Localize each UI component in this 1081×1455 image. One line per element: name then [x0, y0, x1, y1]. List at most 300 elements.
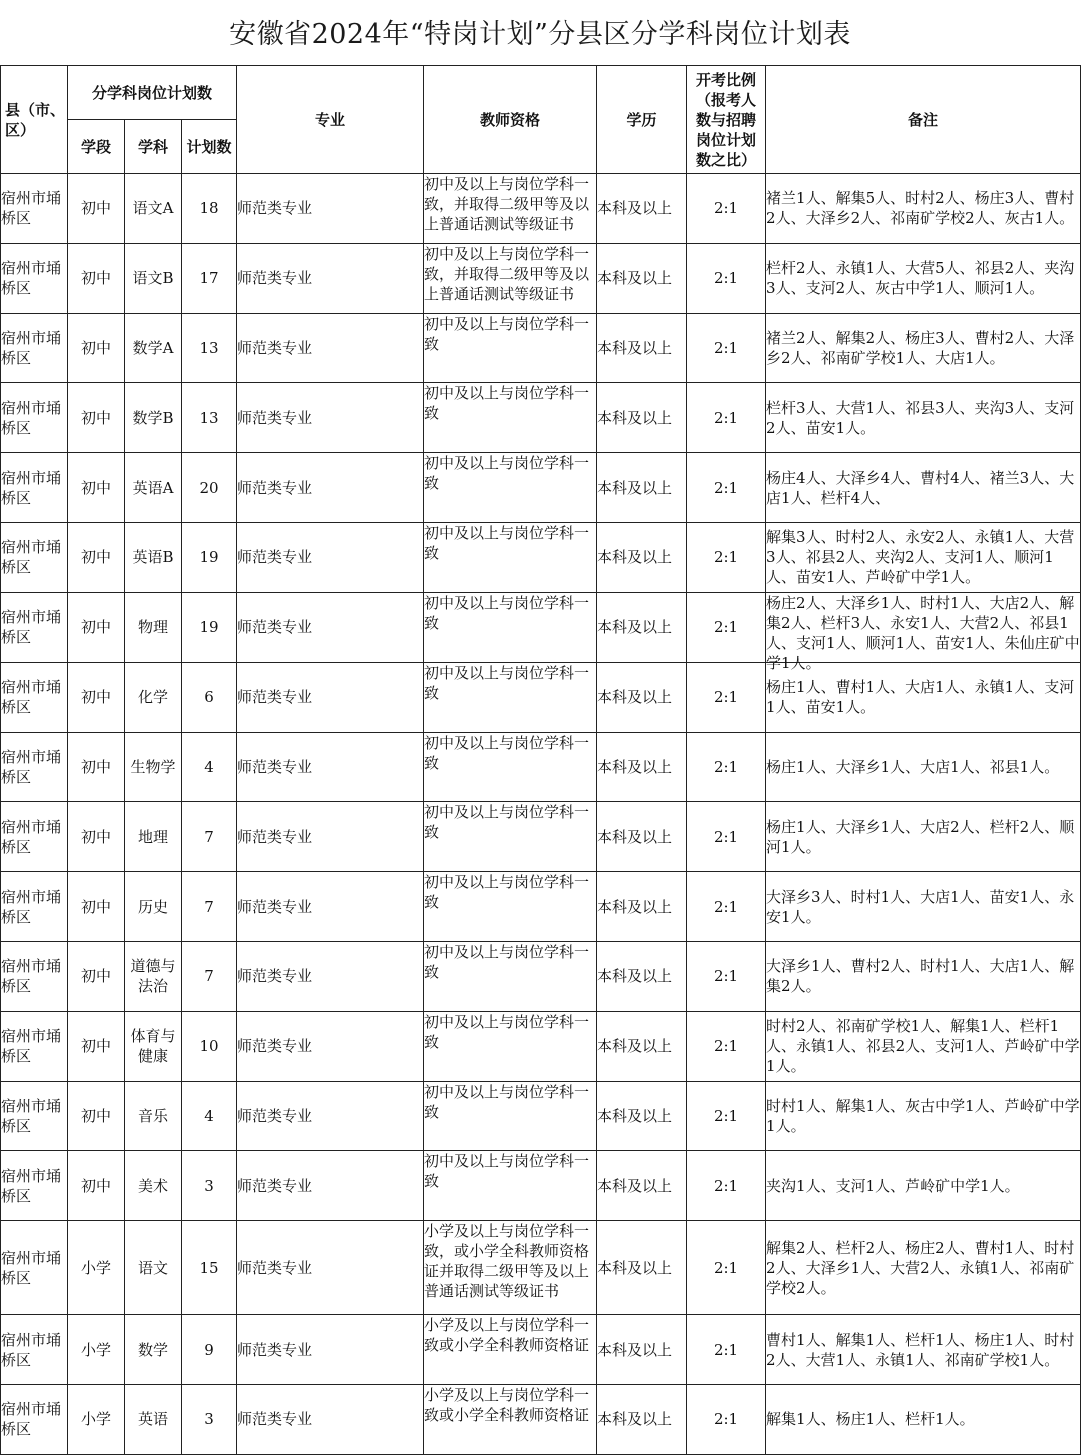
- cell-major-text: 师范类专业: [237, 548, 313, 567]
- table-body: [1, 174, 1081, 1455]
- cell-qualification-text: 初中及以上与岗位学科一致: [424, 454, 590, 493]
- table-row: [1, 592, 1081, 662]
- cell-ratio: [687, 941, 766, 1011]
- cell-subject-text: 语文B: [132, 269, 174, 288]
- cell-qualification: [424, 1151, 597, 1221]
- cell-count: [182, 1384, 237, 1454]
- cell-qualification-text: 初中及以上与岗位学科一致: [424, 1082, 590, 1121]
- cell-education: [597, 941, 687, 1011]
- cell-ratio: [687, 872, 766, 942]
- cell-qualification-text: 初中及以上与岗位学科一致: [424, 663, 590, 702]
- header-subject: 学科: [125, 120, 182, 174]
- cell-education: [597, 732, 687, 802]
- table-row: [1, 1151, 1081, 1221]
- cell-subject-text: 道德与法治: [130, 957, 176, 996]
- cell-stage-text: 初中: [80, 827, 111, 846]
- cell-stage-text: 初中: [80, 1176, 111, 1195]
- table-row: [1, 522, 1081, 592]
- cell-subject-text: 数学A: [132, 338, 174, 357]
- cell-county: [1, 383, 68, 453]
- cell-ratio: [687, 243, 766, 313]
- cell-count-text: 20: [199, 478, 219, 497]
- cell-education: [597, 802, 687, 872]
- cell-stage-text: 初中: [80, 1106, 111, 1125]
- cell-qualification: [424, 1384, 597, 1454]
- cell-major-text: 师范类专业: [237, 199, 313, 218]
- cell-county: [1, 1315, 68, 1385]
- cell-qualification: [424, 383, 597, 453]
- header-remark: 备注: [766, 66, 1081, 174]
- cell-count-text: 4: [204, 757, 214, 776]
- cell-qualification: [424, 313, 597, 383]
- cell-count: [182, 313, 237, 383]
- cell-ratio-text: 2:1: [713, 618, 739, 637]
- cell-major: [237, 383, 424, 453]
- cell-stage: [68, 872, 125, 942]
- cell-ratio: [687, 174, 766, 244]
- cell-remark: [766, 243, 1081, 313]
- header-qualification: 教师资格: [424, 66, 597, 174]
- cell-major-text: 师范类专业: [237, 618, 313, 637]
- cell-count-text: 7: [204, 827, 214, 846]
- cell-stage: [68, 732, 125, 802]
- cell-subject-text: 英语: [137, 1410, 168, 1429]
- cell-ratio: [687, 522, 766, 592]
- cell-education: [597, 1011, 687, 1081]
- cell-remark: [766, 1011, 1081, 1081]
- cell-education: [597, 1384, 687, 1454]
- cell-major: [237, 522, 424, 592]
- cell-education-text: 本科及以上: [597, 757, 673, 776]
- cell-stage: [68, 1315, 125, 1385]
- cell-county: [1, 1384, 68, 1454]
- cell-remark: [766, 1081, 1081, 1151]
- table-row: [1, 872, 1081, 942]
- cell-county-text: 宿州市埇桥区: [1, 1096, 62, 1135]
- cell-qualification: [424, 592, 597, 662]
- cell-county: [1, 1081, 68, 1151]
- cell-remark: [766, 453, 1081, 523]
- cell-count-text: 15: [199, 1258, 219, 1277]
- cell-qualification: [424, 662, 597, 732]
- cell-qualification-text: 初中及以上与岗位学科一致: [424, 803, 590, 842]
- cell-ratio: [687, 453, 766, 523]
- cell-remark-text: 解集1人、杨庄1人、栏杆1人。: [766, 1410, 975, 1429]
- cell-county: [1, 662, 68, 732]
- cell-subject: [125, 313, 182, 383]
- cell-county-text: 宿州市埇桥区: [1, 678, 62, 717]
- cell-county-text: 宿州市埇桥区: [1, 1166, 62, 1205]
- header-plan-group: 分学科岗位计划数: [68, 66, 237, 120]
- cell-remark-text: 栏杆2人、永镇1人、大营5人、祁县2人、夹沟3人、支河2人、灰古中学1人、顺河1人。: [766, 259, 1075, 298]
- cell-ratio: [687, 802, 766, 872]
- cell-major-text: 师范类专业: [237, 1037, 313, 1056]
- cell-major-text: 师范类专业: [237, 478, 313, 497]
- cell-qualification: [424, 453, 597, 523]
- table-row: [1, 662, 1081, 732]
- cell-qualification-text: 初中及以上与岗位学科一致，并取得二级甲等及以上普通话测试等级证书: [424, 175, 590, 233]
- cell-ratio-text: 2:1: [713, 338, 739, 357]
- cell-remark-text: 杨庄1人、大泽乡1人、大店1人、祁县1人。: [766, 757, 1060, 776]
- cell-qualification: [424, 174, 597, 244]
- cell-stage-text: 初中: [80, 478, 111, 497]
- cell-major: [237, 243, 424, 313]
- header-education: 学历: [597, 66, 687, 174]
- cell-ratio: [687, 592, 766, 662]
- cell-ratio-text: 2:1: [713, 967, 739, 986]
- cell-stage-text: 小学: [80, 1340, 111, 1359]
- cell-major: [237, 1081, 424, 1151]
- table-row: [1, 1315, 1081, 1385]
- cell-remark-text: 大泽乡3人、时村1人、大店1人、苗安1人、永安1人。: [766, 887, 1075, 926]
- cell-ratio: [687, 662, 766, 732]
- cell-qualification-text: 初中及以上与岗位学科一致: [424, 593, 590, 632]
- cell-ratio: [687, 313, 766, 383]
- cell-major: [237, 1221, 424, 1315]
- cell-subject: [125, 1081, 182, 1151]
- cell-qualification-text: 初中及以上与岗位学科一致: [424, 314, 590, 353]
- cell-qualification-text: 初中及以上与岗位学科一致: [424, 733, 590, 772]
- cell-county-text: 宿州市埇桥区: [1, 259, 62, 298]
- cell-subject: [125, 732, 182, 802]
- cell-ratio-text: 2:1: [713, 269, 739, 288]
- table-row: [1, 174, 1081, 244]
- cell-education-text: 本科及以上: [597, 1258, 673, 1277]
- cell-subject: [125, 1315, 182, 1385]
- cell-education: [597, 453, 687, 523]
- cell-education-text: 本科及以上: [597, 338, 673, 357]
- cell-ratio-text: 2:1: [713, 1410, 739, 1429]
- cell-education-text: 本科及以上: [597, 478, 673, 497]
- cell-ratio: [687, 1151, 766, 1221]
- cell-county: [1, 453, 68, 523]
- cell-ratio-text: 2:1: [713, 757, 739, 776]
- cell-major: [237, 1011, 424, 1081]
- plan-table: [0, 65, 1081, 1455]
- cell-remark-text: 时村2人、祁南矿学校1人、解集1人、栏杆1人、永镇1人、祁县2人、支河1人、芦岭矿中学1人。: [766, 1017, 1080, 1076]
- cell-major-text: 师范类专业: [237, 269, 313, 288]
- cell-major-text: 师范类专业: [237, 1258, 313, 1277]
- cell-count-text: 17: [199, 269, 219, 288]
- cell-education: [597, 243, 687, 313]
- cell-ratio-text: 2:1: [713, 548, 739, 567]
- cell-education: [597, 872, 687, 942]
- cell-county-text: 宿州市埇桥区: [1, 887, 62, 926]
- cell-qualification-text: 小学及以上与岗位学科一致或小学全科教师资格证: [424, 1316, 590, 1355]
- cell-count: [182, 1315, 237, 1385]
- cell-ratio: [687, 732, 766, 802]
- cell-remark-text: 杨庄1人、大泽乡1人、大店2人、栏杆2人、顺河1人。: [766, 817, 1075, 856]
- cell-stage-text: 初中: [80, 897, 111, 916]
- cell-stage-text: 初中: [80, 967, 111, 986]
- cell-county-text: 宿州市埇桥区: [1, 957, 62, 996]
- cell-subject: [125, 453, 182, 523]
- cell-major: [237, 453, 424, 523]
- cell-ratio: [687, 1221, 766, 1315]
- cell-count: [182, 941, 237, 1011]
- cell-subject: [125, 1384, 182, 1454]
- cell-count: [182, 1151, 237, 1221]
- cell-education: [597, 1221, 687, 1315]
- cell-subject: [125, 872, 182, 942]
- cell-stage: [68, 1081, 125, 1151]
- cell-count-text: 9: [204, 1340, 214, 1359]
- cell-count-text: 19: [199, 548, 219, 567]
- cell-county-text: 宿州市埇桥区: [1, 747, 62, 786]
- cell-county-text: 宿州市埇桥区: [1, 398, 62, 437]
- cell-qualification-text: 初中及以上与岗位学科一致，并取得二级甲等及以上普通话测试等级证书: [424, 244, 590, 303]
- cell-remark: [766, 1315, 1081, 1385]
- cell-stage-text: 初中: [80, 757, 111, 776]
- cell-ratio: [687, 1315, 766, 1385]
- cell-subject-text: 化学: [137, 688, 168, 707]
- cell-major-text: 师范类专业: [237, 827, 313, 846]
- cell-remark: [766, 592, 1081, 672]
- cell-count: [182, 802, 237, 872]
- cell-count-text: 10: [199, 1037, 219, 1056]
- header-stage: 学段: [68, 120, 125, 174]
- table-row: [1, 1221, 1081, 1315]
- cell-remark-text: 夹沟1人、支河1人、芦岭矿中学1人。: [766, 1176, 1020, 1195]
- cell-remark: [766, 1151, 1081, 1221]
- cell-county: [1, 522, 68, 592]
- cell-remark: [766, 522, 1081, 592]
- cell-major-text: 师范类专业: [237, 1176, 313, 1195]
- header-major: 专业: [237, 66, 424, 174]
- cell-education-text: 本科及以上: [597, 827, 673, 846]
- cell-education-text: 本科及以上: [597, 199, 673, 218]
- cell-education: [597, 522, 687, 592]
- cell-county-text: 宿州市埇桥区: [1, 328, 62, 367]
- cell-count-text: 7: [204, 967, 214, 986]
- cell-stage-text: 初中: [80, 269, 111, 288]
- cell-major-text: 师范类专业: [237, 338, 313, 357]
- cell-education-text: 本科及以上: [597, 269, 673, 288]
- cell-major: [237, 872, 424, 942]
- cell-qualification-text: 初中及以上与岗位学科一致: [424, 942, 590, 981]
- cell-county: [1, 1151, 68, 1221]
- cell-major-text: 师范类专业: [237, 897, 313, 916]
- cell-qualification-text: 初中及以上与岗位学科一致: [424, 384, 590, 423]
- cell-major-text: 师范类专业: [237, 1106, 313, 1125]
- cell-subject-text: 英语B: [132, 548, 174, 567]
- cell-subject-text: 数学B: [132, 408, 174, 427]
- cell-subject: [125, 592, 182, 662]
- cell-county-text: 宿州市埇桥区: [1, 817, 62, 856]
- cell-major: [237, 1151, 424, 1221]
- cell-education: [597, 662, 687, 732]
- cell-qualification: [424, 522, 597, 592]
- cell-subject: [125, 383, 182, 453]
- cell-subject-text: 数学: [137, 1340, 168, 1359]
- cell-qualification: [424, 872, 597, 942]
- cell-ratio: [687, 1011, 766, 1081]
- cell-qualification: [424, 1315, 597, 1385]
- cell-ratio-text: 2:1: [713, 897, 739, 916]
- cell-stage: [68, 1011, 125, 1081]
- cell-subject: [125, 662, 182, 732]
- cell-county: [1, 802, 68, 872]
- cell-county-text: 宿州市埇桥区: [1, 608, 62, 647]
- cell-remark: [766, 732, 1081, 802]
- cell-education: [597, 313, 687, 383]
- cell-stage: [68, 592, 125, 662]
- cell-qualification: [424, 1221, 597, 1315]
- cell-remark-text: 解集2人、栏杆2人、杨庄2人、曹村1人、时村2人、大泽乡1人、大营2人、永镇1人、祁南矿学校2人。: [766, 1238, 1075, 1297]
- cell-stage: [68, 174, 125, 244]
- cell-stage: [68, 383, 125, 453]
- cell-subject: [125, 802, 182, 872]
- cell-ratio-text: 2:1: [713, 827, 739, 846]
- cell-major-text: 师范类专业: [237, 408, 313, 427]
- cell-county-text: 宿州市埇桥区: [1, 1330, 62, 1369]
- cell-count: [182, 662, 237, 732]
- cell-count: [182, 522, 237, 592]
- cell-count-text: 13: [199, 338, 219, 357]
- table-row: [1, 732, 1081, 802]
- cell-ratio-text: 2:1: [713, 1340, 739, 1359]
- cell-subject: [125, 243, 182, 313]
- cell-ratio-text: 2:1: [713, 1106, 739, 1125]
- cell-ratio: [687, 1384, 766, 1454]
- cell-subject: [125, 1221, 182, 1315]
- cell-education: [597, 592, 687, 662]
- cell-count-text: 3: [204, 1176, 214, 1195]
- cell-stage: [68, 1151, 125, 1221]
- cell-ratio-text: 2:1: [713, 408, 739, 427]
- cell-count: [182, 174, 237, 244]
- cell-county: [1, 243, 68, 313]
- cell-major: [237, 174, 424, 244]
- cell-major: [237, 1315, 424, 1385]
- cell-count: [182, 592, 237, 662]
- cell-major: [237, 313, 424, 383]
- cell-subject-text: 体育与健康: [130, 1027, 176, 1066]
- cell-count: [182, 1081, 237, 1151]
- cell-qualification: [424, 941, 597, 1011]
- cell-subject-text: 语文A: [132, 199, 174, 218]
- cell-stage-text: 初中: [80, 1037, 111, 1056]
- cell-education-text: 本科及以上: [597, 548, 673, 567]
- cell-stage: [68, 522, 125, 592]
- cell-remark-text: 褚兰1人、解集5人、时村2人、杨庄3人、曹村2人、大泽乡2人、祁南矿学校2人、灰古1人。: [766, 189, 1075, 228]
- cell-qualification-text: 初中及以上与岗位学科一致: [424, 873, 590, 912]
- cell-major: [237, 802, 424, 872]
- cell-major-text: 师范类专业: [237, 688, 313, 707]
- cell-ratio-text: 2:1: [713, 688, 739, 707]
- cell-education-text: 本科及以上: [597, 1037, 673, 1056]
- cell-stage: [68, 941, 125, 1011]
- cell-qualification-text: 初中及以上与岗位学科一致: [424, 1152, 590, 1191]
- cell-major-text: 师范类专业: [237, 757, 313, 776]
- cell-remark: [766, 1384, 1081, 1454]
- cell-stage-text: 初中: [80, 408, 111, 427]
- cell-remark-text: 褚兰2人、解集2人、杨庄3人、曹村2人、大泽乡2人、祁南矿学校1人、大店1人。: [766, 328, 1075, 367]
- cell-count: [182, 1221, 237, 1315]
- table-row: [1, 802, 1081, 872]
- cell-remark-text: 曹村1人、解集1人、栏杆1人、杨庄1人、时村2人、大营1人、永镇1人、祁南矿学校1人。: [766, 1330, 1075, 1369]
- cell-ratio-text: 2:1: [713, 1258, 739, 1277]
- cell-stage: [68, 662, 125, 732]
- header-ratio: 开考比例（报考人数与招聘岗位计划数之比）: [687, 66, 766, 174]
- cell-education-text: 本科及以上: [597, 688, 673, 707]
- cell-subject-text: 语文: [137, 1258, 168, 1277]
- cell-education-text: 本科及以上: [597, 897, 673, 916]
- cell-stage-text: 初中: [80, 199, 111, 218]
- cell-county: [1, 941, 68, 1011]
- cell-qualification: [424, 732, 597, 802]
- cell-education: [597, 174, 687, 244]
- cell-county-text: 宿州市埇桥区: [1, 468, 62, 507]
- cell-remark-text: 解集3人、时村2人、永安2人、永镇1人、大营3人、祁县2人、夹沟2人、支河1人、顺河1人、苗安1人、芦岭矿中学1人。: [766, 528, 1075, 587]
- cell-qualification-text: 初中及以上与岗位学科一致: [424, 523, 590, 562]
- cell-major-text: 师范类专业: [237, 1340, 313, 1359]
- cell-county: [1, 732, 68, 802]
- cell-remark: [766, 872, 1081, 942]
- cell-qualification: [424, 802, 597, 872]
- cell-subject: [125, 522, 182, 592]
- cell-county: [1, 174, 68, 244]
- cell-remark-text: 杨庄2人、大泽乡1人、时村1人、大店2人、解集2人、栏杆3人、永安1人、大营2人、祁县1人、支河1人、顺河1人、苗安1人、朱仙庄矿中学1人。: [766, 593, 1080, 672]
- cell-ratio-text: 2:1: [713, 478, 739, 497]
- cell-subject-text: 音乐: [137, 1106, 168, 1125]
- cell-stage: [68, 243, 125, 313]
- table-row: [1, 1081, 1081, 1151]
- cell-major: [237, 1384, 424, 1454]
- table-row: [1, 243, 1081, 313]
- cell-count-text: 3: [204, 1410, 214, 1429]
- cell-county-text: 宿州市埇桥区: [1, 1027, 62, 1066]
- cell-qualification: [424, 1081, 597, 1151]
- cell-education: [597, 1081, 687, 1151]
- cell-count-text: 4: [204, 1106, 214, 1125]
- cell-county-text: 宿州市埇桥区: [1, 189, 62, 228]
- cell-subject-text: 美术: [137, 1176, 168, 1195]
- cell-qualification: [424, 1011, 597, 1081]
- cell-education-text: 本科及以上: [597, 1340, 673, 1359]
- header-county: 县（市、区）: [1, 66, 68, 174]
- cell-education-text: 本科及以上: [597, 1106, 673, 1125]
- cell-education: [597, 383, 687, 453]
- table-row: [1, 941, 1081, 1011]
- cell-stage-text: 小学: [80, 1258, 111, 1277]
- cell-county: [1, 1221, 68, 1315]
- cell-subject-text: 历史: [137, 897, 168, 916]
- cell-count: [182, 732, 237, 802]
- header-count: 计划数: [182, 120, 237, 174]
- cell-count: [182, 453, 237, 523]
- cell-education-text: 本科及以上: [597, 408, 673, 427]
- cell-qualification-text: 小学及以上与岗位学科一致，或小学全科教师资格证并取得二级甲等及以上普通话测试等级证书: [424, 1222, 590, 1301]
- cell-count-text: 19: [199, 618, 219, 637]
- cell-education: [597, 1151, 687, 1221]
- cell-county-text: 宿州市埇桥区: [1, 1400, 62, 1439]
- cell-count: [182, 872, 237, 942]
- cell-stage: [68, 453, 125, 523]
- cell-subject: [125, 174, 182, 244]
- cell-ratio-text: 2:1: [713, 199, 739, 218]
- cell-remark-text: 杨庄4人、大泽乡4人、曹村4人、褚兰3人、大店1人、栏杆4人、: [766, 468, 1075, 507]
- cell-education-text: 本科及以上: [597, 1410, 673, 1429]
- cell-county-text: 宿州市埇桥区: [1, 1248, 62, 1287]
- table-row: [1, 313, 1081, 383]
- cell-major-text: 师范类专业: [237, 967, 313, 986]
- cell-remark: [766, 383, 1081, 453]
- cell-qualification-text: 初中及以上与岗位学科一致: [424, 1012, 590, 1051]
- cell-subject-text: 物理: [137, 618, 168, 637]
- cell-major: [237, 941, 424, 1011]
- cell-remark: [766, 1221, 1081, 1315]
